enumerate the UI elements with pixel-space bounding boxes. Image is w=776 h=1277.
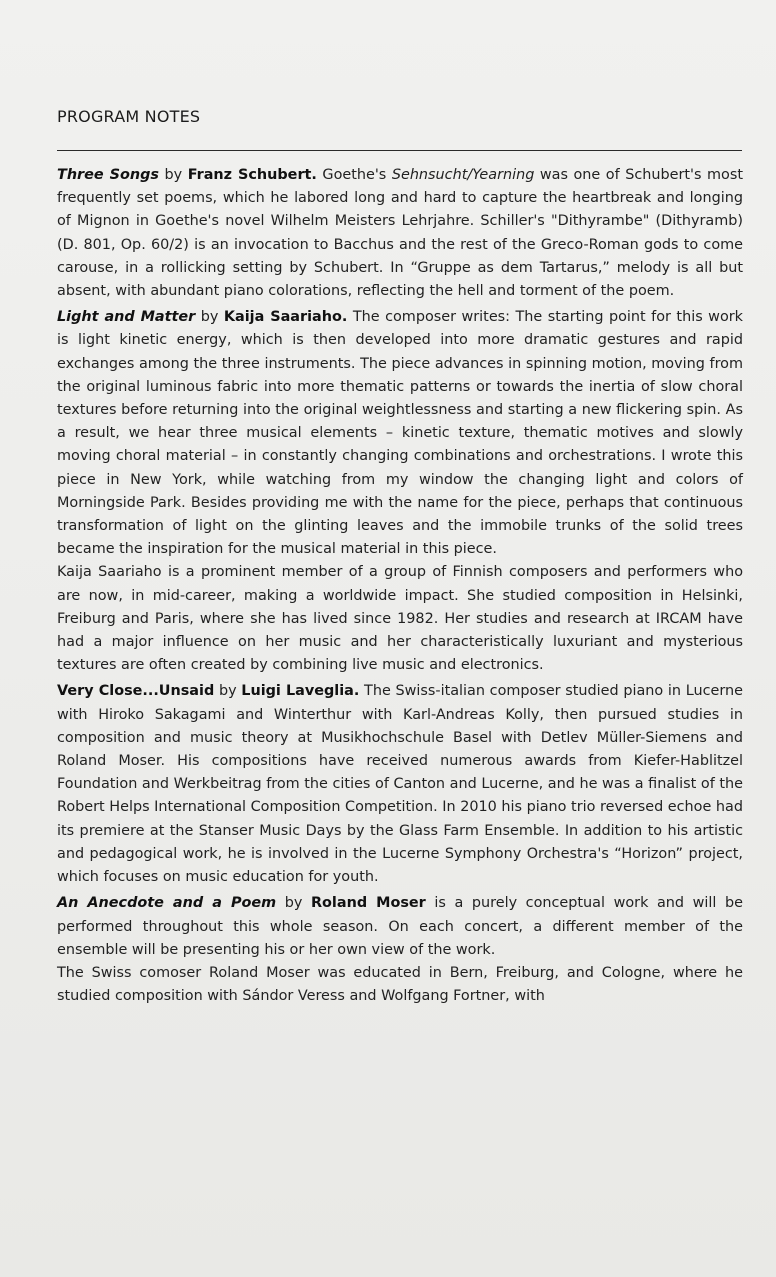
work-title: Three Songs: [57, 167, 159, 183]
work-title: Very Close...Unsaid: [57, 683, 215, 700]
moser-note: [57, 892, 743, 962]
note-text: The composer writes: The starting point for this work is light kinetic energy, which is then developed into more dramatic gestures and rapid exchanges among the three instruments. The piece advances in spinning motion, moving from the original luminous fabric into more thematic patterns or towards the inertia of slow choral textures before returning into the original weightlessness and starting a new flickering spin. As a result, we hear three musical elements – kinetic texture, thematic motives and slowly moving choral material – in constantly changing combinations and orchestrations. I wrote this piece in New York, while watching from my window the changing light and colors of Morningside Park. Besides providing me with the name for the piece, perhaps that continuous transformation of light on the glinting leaves and the immobile trunks of the solid trees became the inspiration for the musical material in this piece.: [57, 309, 743, 558]
note-text: is a purely conceptual work and will be performed throughout this whole season. On each concert, a different member of the ensemble will be presenting his or her own view of the work.: [57, 895, 743, 958]
composer-name: Kaija Saariaho.: [223, 309, 348, 326]
by-text: by: [214, 683, 242, 700]
composer-name: Roland Moser: [310, 895, 426, 912]
composer-name: Franz Schubert.: [187, 167, 317, 183]
heading-rule: [57, 150, 742, 151]
saariaho-note: [57, 306, 743, 561]
composer-name: Luigi Laveglia.: [241, 683, 360, 700]
note-text: The Swiss-italian composer studied piano in Lucerne with Hiroko Sakagami and Winterthur with Karl-Andreas Kolly, then pursued studies in composition and music theory at Musikhochschule Basel with Detlev Müller-Siemens and Roland Moser. His compositions have received numerous awards from Kiefer-Hablitzel Foundation and Werkbeitrag from the cities of Canton and Lucerne, and he was a finalist of the Robert Helps International Composition Competition. In 2010 his piano trio reversed echoe had its premiere at the Stanser Music Days by the Glass Farm Ensemble. In addition to his artistic and pedagogical work, he is involved in the Lucerne Symphony Orchestra's “Horizon” project, which focuses on music education for youth.: [57, 683, 743, 886]
schubert-note: [57, 164, 743, 303]
saariaho-bio: Kaija Saariaho is a prominent member of a group of Finnish composers and performers who are now, in mid-career, making a worldwide impact. She studied composition in Helsinki, Freiburg and Paris, where she has lived since 1982. Her studies and research at IRCAM have had a major influence on her music and her characteristically luxuriant and mysterious textures are often created by combining live music and electronics.: [57, 564, 743, 674]
by-text: by: [159, 167, 188, 183]
by-text: by: [195, 309, 224, 326]
work-title: An Anecdote and a Poem: [57, 895, 277, 912]
laveglia-note: [57, 680, 743, 889]
page-heading: PROGRAM NOTES: [57, 107, 201, 126]
work-title: Light and Matter: [57, 309, 196, 326]
poem-title: Sehnsucht/Yearning: [391, 167, 535, 183]
note-text: was one of Schubert's most frequently set poems, which he labored long and hard to capture the heartbreak and longing of Mignon in Goethe's novel Wilhelm Meisters Lehrjahre. Schiller's "Dithyrambe" (Dithyramb) (D. 801, Op. 60/2) is an invocation to Bacchus and the rest of the Greco-Roman gods to come carouse, in a rollicking setting by Schubert. In “Gruppe as dem Tartarus,” melody is all but absent, with abundant piano colorations, reflecting the hell and torment of the poem.: [57, 167, 743, 300]
note-text: Goethe's: [316, 167, 392, 183]
program-notes-body: [57, 164, 743, 1008]
moser-bio: The Swiss comoser Roland Moser was educated in Bern, Freiburg, and Cologne, where he studied composition with Sándor Veress and Wolfgang Fortner, with: [57, 964, 743, 1005]
by-text: by: [276, 895, 311, 912]
